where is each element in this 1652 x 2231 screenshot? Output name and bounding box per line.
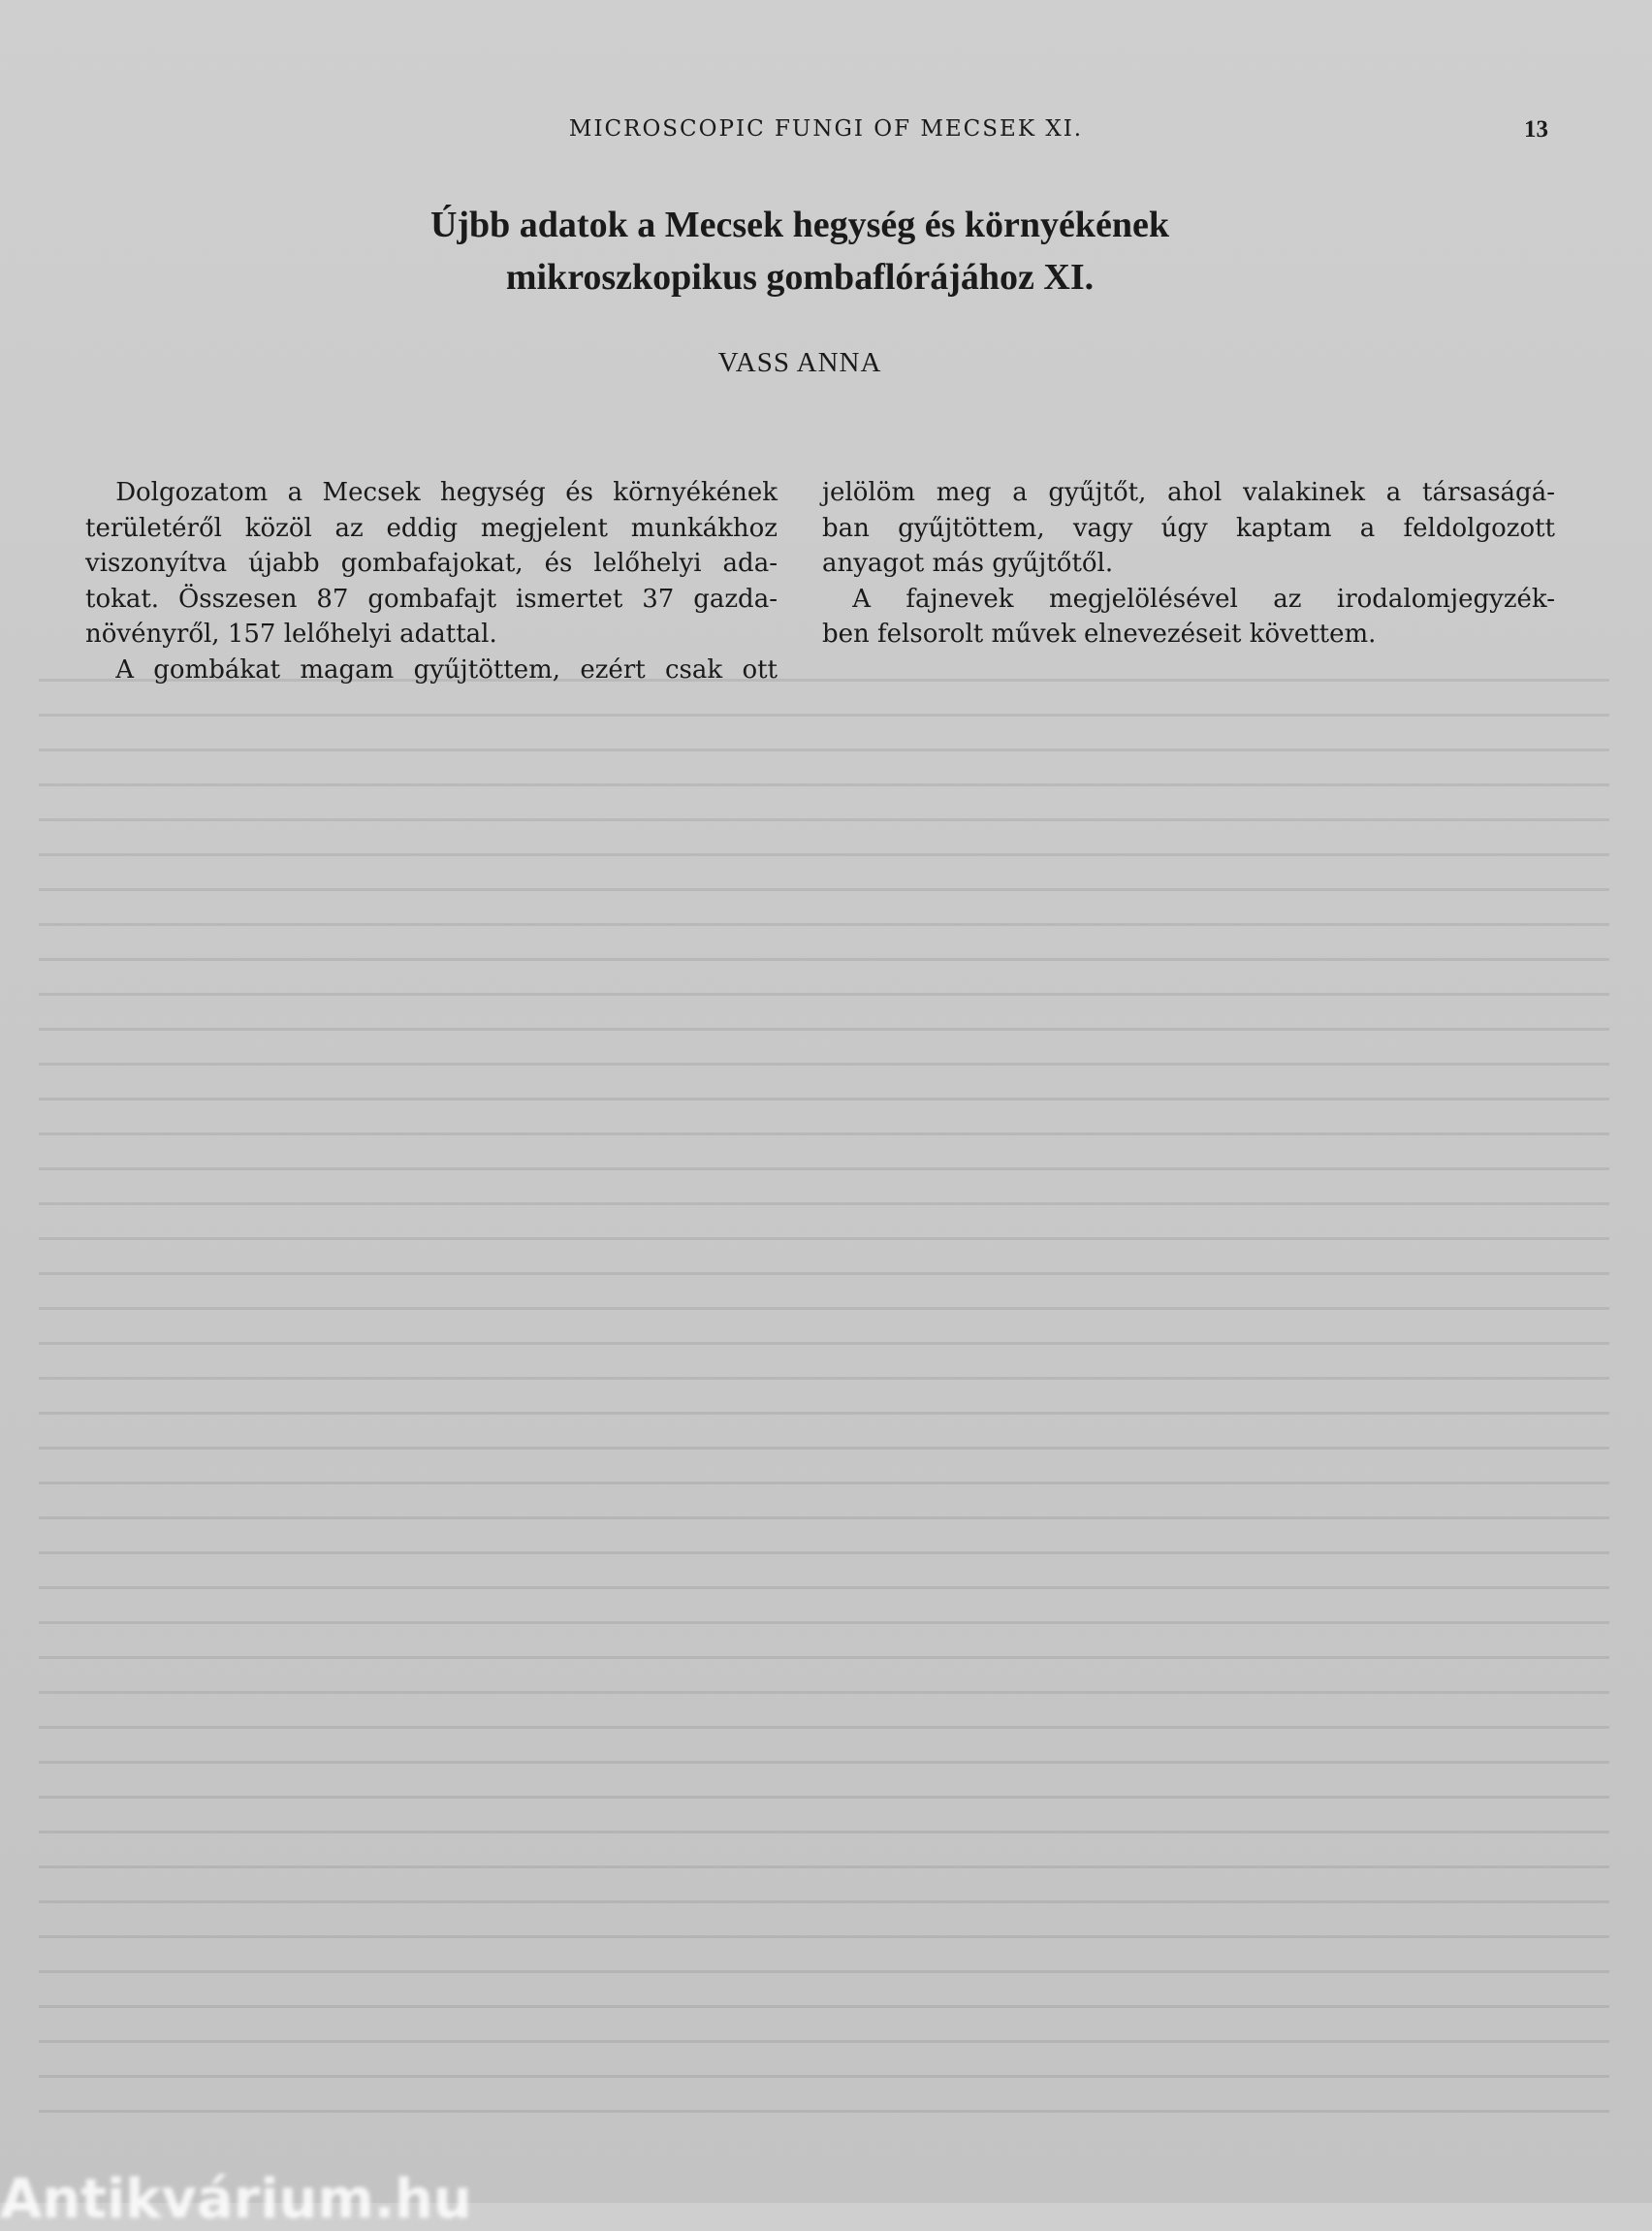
text-line: A fajnevek megjelölésével az irodalomjegyzék- xyxy=(852,584,1555,614)
text-line: viszonyítva újabb gombafajokat, és lelőhelyi ada- xyxy=(85,549,778,578)
title-line: mikroszkopikus gombaflórájához XI. xyxy=(505,257,1095,298)
running-title: MICROSCOPIC FUNGI OF MECSEK XI. xyxy=(568,116,1084,142)
page-number: 13 xyxy=(1524,116,1548,143)
text-line: ben felsorolt művek elnevezéseit követtem. xyxy=(822,620,1377,649)
text-line: ban gyűjtöttem, vagy úgy kaptam a feldolgozott xyxy=(822,513,1555,543)
text-line: Dolgozatom a Mecsek hegység és környékének xyxy=(115,478,778,507)
author: VASS ANNA xyxy=(717,347,882,378)
text-line: A gombákat magam gyűjtöttem, ezért csak ott xyxy=(115,654,778,685)
right-column xyxy=(822,475,1555,653)
text-line: területéről közöl az eddig megjelent munkákhoz xyxy=(85,513,778,543)
text-line: tokat. Összesen 87 gombafajt ismertet 37 gazda- xyxy=(85,584,778,614)
text-line: növényről, 157 lelőhelyi adattal. xyxy=(85,620,497,649)
title-line: Újbb adatok a Mecsek hegység és környékének xyxy=(429,205,1170,245)
left-column xyxy=(85,475,778,687)
text-line: jelölöm meg a gyűjtőt, ahol valakinek a társaságá- xyxy=(822,478,1555,507)
show-through-text xyxy=(39,679,1609,2133)
article-title xyxy=(0,199,1600,303)
watermark: Antikvárium.hu xyxy=(0,2168,472,2231)
text-line: anyagot más gyűjtőtől. xyxy=(822,549,1114,578)
